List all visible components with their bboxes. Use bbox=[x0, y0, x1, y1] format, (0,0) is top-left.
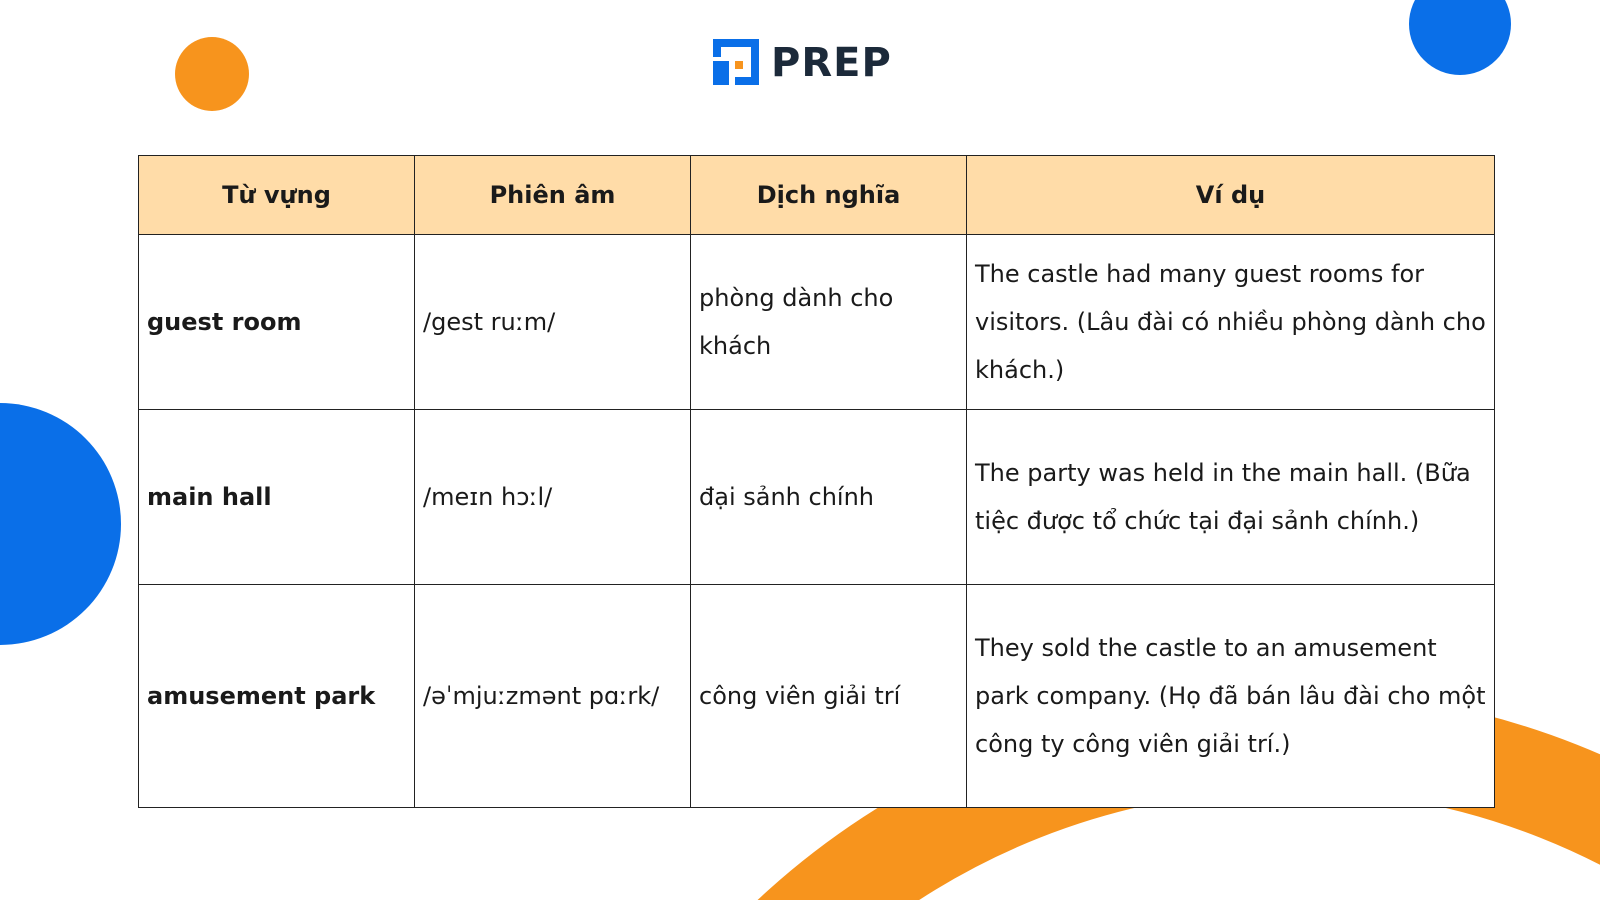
vocab-meaning: phòng dành cho khách bbox=[691, 235, 967, 410]
vocab-meaning: công viên giải trí bbox=[691, 585, 967, 808]
header-vocabulary: Từ vựng bbox=[139, 156, 415, 235]
blue-circle-decoration-top bbox=[1409, 0, 1511, 75]
vocab-word: amusement park bbox=[139, 585, 415, 808]
blue-circle-decoration-left bbox=[0, 403, 121, 645]
table-row bbox=[139, 410, 1495, 585]
header-meaning: Dịch nghĩa bbox=[691, 156, 967, 235]
vocab-example: The castle had many guest rooms for visitors. (Lâu đài có nhiều phòng dành cho khách.) bbox=[967, 235, 1495, 410]
header-example: Ví dụ bbox=[967, 156, 1495, 235]
vocab-ipa: /meɪn hɔːl/ bbox=[415, 410, 691, 585]
vocab-example: The party was held in the main hall. (Bữa tiệc được tổ chức tại đại sảnh chính.) bbox=[967, 410, 1495, 585]
vocab-word: main hall bbox=[139, 410, 415, 585]
vocab-example: They sold the castle to an amusement park company. (Họ đã bán lâu đài cho một công ty công viên giải trí.) bbox=[967, 585, 1495, 808]
table-row bbox=[139, 585, 1495, 808]
vocab-ipa: /əˈmjuːzmənt pɑːrk/ bbox=[415, 585, 691, 808]
prep-logo-icon bbox=[711, 37, 763, 89]
orange-circle-decoration bbox=[175, 37, 249, 111]
brand-name: PREP bbox=[771, 40, 892, 86]
header-pronunciation: Phiên âm bbox=[415, 156, 691, 235]
vocab-word: guest room bbox=[139, 235, 415, 410]
vocab-meaning: đại sảnh chính bbox=[691, 410, 967, 585]
table-row bbox=[139, 235, 1495, 410]
vocabulary-table bbox=[138, 155, 1495, 808]
table-header-row bbox=[139, 156, 1495, 235]
prep-logo bbox=[711, 37, 892, 89]
vocab-ipa: /gest ruːm/ bbox=[415, 235, 691, 410]
